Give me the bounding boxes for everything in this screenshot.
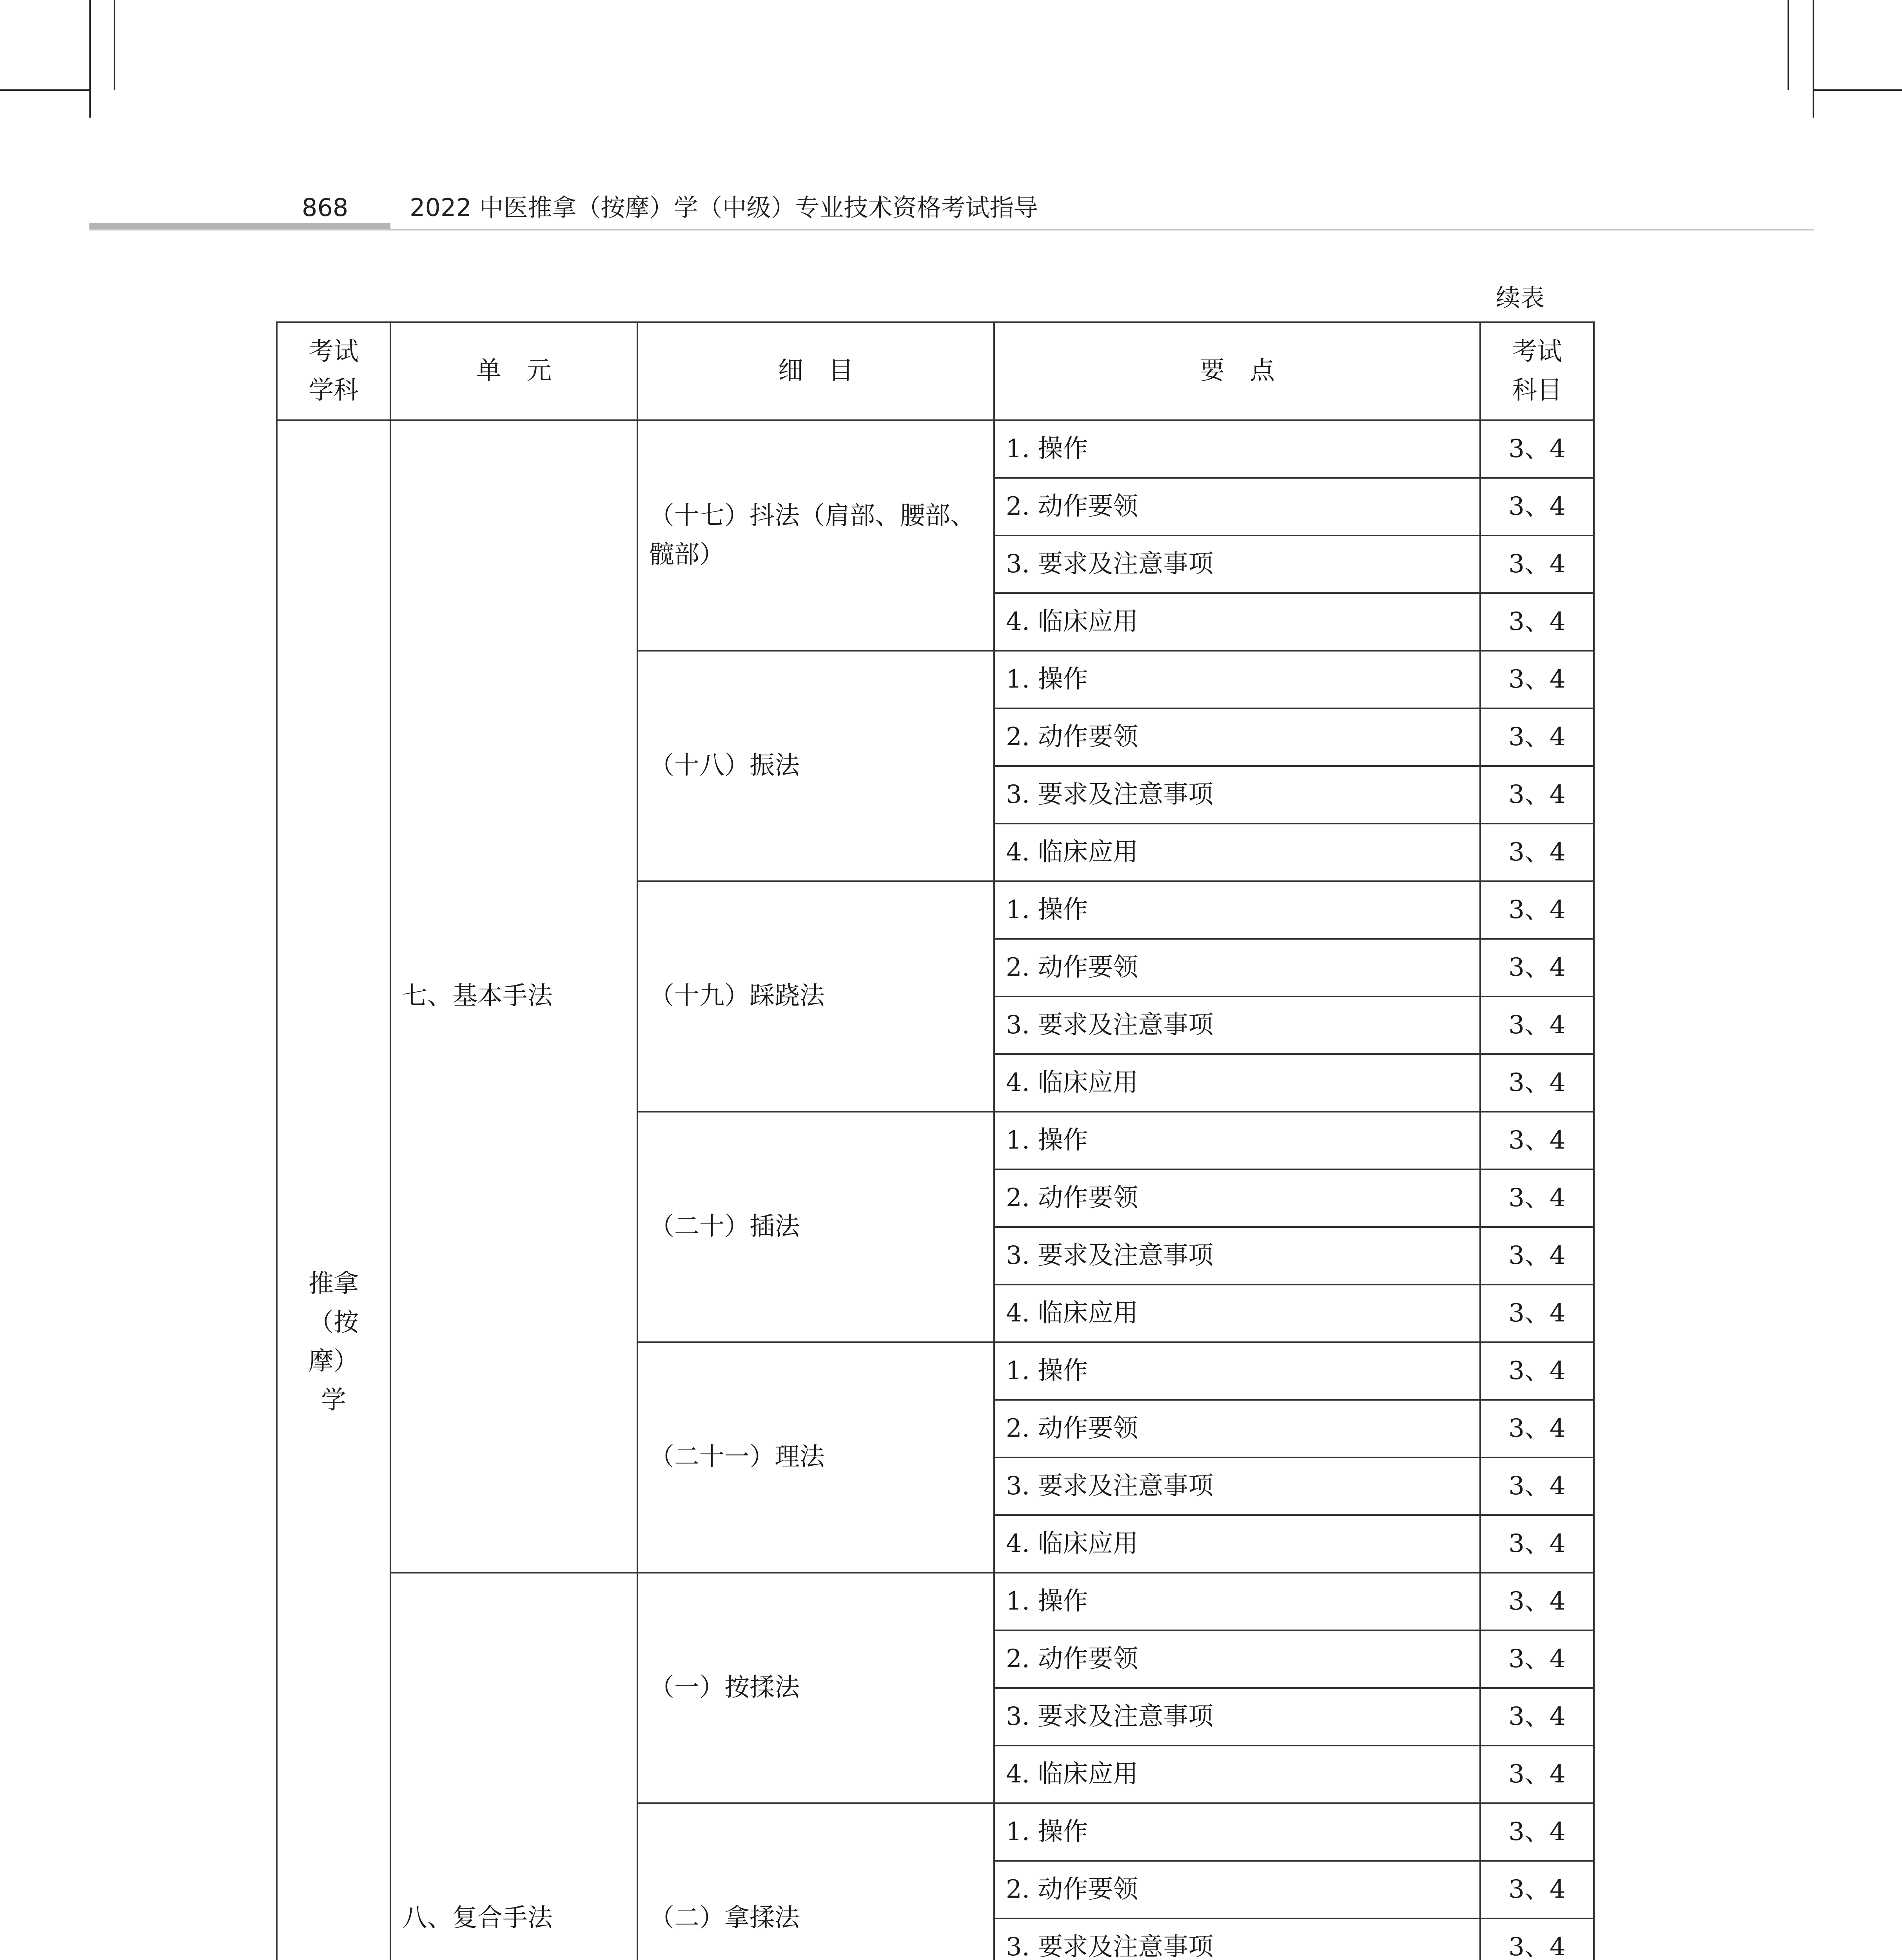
point-cell: 1. 操作	[994, 881, 1480, 939]
syllabus-table	[276, 321, 1595, 1960]
detail-cell: （十八）振法	[637, 651, 994, 881]
point-cell: 2. 动作要领	[994, 1630, 1480, 1688]
table-header-row	[277, 322, 1594, 420]
crop-mark	[89, 0, 91, 118]
column-header-exam-code: 考试 科目	[1480, 322, 1594, 420]
column-header-unit: 单 元	[390, 322, 637, 420]
point-cell: 4. 临床应用	[994, 1054, 1480, 1112]
point-cell: 3. 要求及注意事项	[994, 535, 1480, 593]
exam-code-cell: 3、4	[1480, 881, 1594, 939]
crop-mark	[0, 89, 89, 91]
exam-code-cell: 3、4	[1480, 1285, 1594, 1342]
exam-code-cell: 3、4	[1480, 996, 1594, 1054]
point-cell: 2. 动作要领	[994, 478, 1480, 535]
exam-code-cell: 3、4	[1480, 1112, 1594, 1169]
column-header-detail: 细 目	[637, 322, 994, 420]
column-header-point: 要 点	[994, 322, 1480, 420]
detail-cell: （十九）踩跷法	[637, 881, 994, 1112]
page-number: 868	[302, 193, 348, 222]
exam-code-cell: 3、4	[1480, 1515, 1594, 1573]
point-cell: 4. 临床应用	[994, 824, 1480, 881]
point-cell: 1. 操作	[994, 1342, 1480, 1400]
point-cell: 3. 要求及注意事项	[994, 1227, 1480, 1285]
exam-code-cell: 3、4	[1480, 1746, 1594, 1803]
detail-cell: （十七）抖法（肩部、腰部、髋部）	[637, 420, 994, 651]
continued-label: 续表	[1495, 283, 1544, 312]
point-cell: 2. 动作要领	[994, 708, 1480, 766]
crop-mark	[1813, 89, 1902, 91]
point-cell: 3. 要求及注意事项	[994, 1457, 1480, 1515]
table-row	[277, 420, 1594, 478]
exam-code-cell: 3、4	[1480, 535, 1594, 593]
unit-cell: 八、复合手法	[390, 1573, 637, 1960]
point-cell: 4. 临床应用	[994, 1285, 1480, 1342]
point-cell: 3. 要求及注意事项	[994, 766, 1480, 824]
point-cell: 3. 要求及注意事项	[994, 1918, 1480, 1960]
exam-code-cell: 3、4	[1480, 420, 1594, 478]
exam-code-cell: 3、4	[1480, 1918, 1594, 1960]
exam-code-cell: 3、4	[1480, 1342, 1594, 1400]
exam-code-cell: 3、4	[1480, 1169, 1594, 1227]
exam-code-cell: 3、4	[1480, 1054, 1594, 1112]
exam-code-cell: 3、4	[1480, 766, 1594, 824]
exam-code-cell: 3、4	[1480, 1803, 1594, 1861]
header-rule	[89, 229, 1814, 230]
subject-cell: 推拿 （按摩） 学	[277, 420, 390, 1960]
exam-code-cell: 3、4	[1480, 939, 1594, 996]
point-cell: 1. 操作	[994, 1573, 1480, 1630]
point-cell: 1. 操作	[994, 1112, 1480, 1169]
point-cell: 1. 操作	[994, 420, 1480, 478]
detail-cell: （二十一）理法	[637, 1342, 994, 1573]
exam-code-cell: 3、4	[1480, 651, 1594, 708]
exam-code-cell: 3、4	[1480, 1400, 1594, 1457]
exam-code-cell: 3、4	[1480, 1861, 1594, 1918]
point-cell: 4. 临床应用	[994, 1515, 1480, 1573]
table-row	[277, 1573, 1594, 1630]
unit-cell: 七、基本手法	[390, 420, 637, 1573]
exam-code-cell: 3、4	[1480, 1630, 1594, 1688]
point-cell: 2. 动作要领	[994, 1169, 1480, 1227]
exam-code-cell: 3、4	[1480, 1573, 1594, 1630]
point-cell: 4. 临床应用	[994, 1746, 1480, 1803]
detail-cell: （一）按揉法	[637, 1573, 994, 1803]
point-cell: 3. 要求及注意事项	[994, 1688, 1480, 1746]
exam-code-cell: 3、4	[1480, 478, 1594, 535]
point-cell: 2. 动作要领	[994, 1861, 1480, 1918]
exam-code-cell: 3、4	[1480, 1227, 1594, 1285]
point-cell: 2. 动作要领	[994, 1400, 1480, 1457]
point-cell: 4. 临床应用	[994, 593, 1480, 651]
crop-mark	[1813, 0, 1814, 118]
exam-code-cell: 3、4	[1480, 824, 1594, 881]
crop-mark	[114, 0, 115, 90]
exam-code-cell: 3、4	[1480, 1457, 1594, 1515]
crop-mark	[1788, 0, 1789, 90]
point-cell: 1. 操作	[994, 1803, 1480, 1861]
exam-code-cell: 3、4	[1480, 593, 1594, 651]
exam-code-cell: 3、4	[1480, 1688, 1594, 1746]
column-header-subject: 考试 学科	[277, 322, 390, 420]
point-cell: 3. 要求及注意事项	[994, 996, 1480, 1054]
point-cell: 2. 动作要领	[994, 939, 1480, 996]
book-title: 2022 中医推拿（按摩）学（中级）专业技术资格考试指导	[410, 193, 1038, 222]
detail-cell: （二十）插法	[637, 1112, 994, 1342]
point-cell: 1. 操作	[994, 651, 1480, 708]
exam-code-cell: 3、4	[1480, 708, 1594, 766]
detail-cell: （二）拿揉法	[637, 1803, 994, 1960]
